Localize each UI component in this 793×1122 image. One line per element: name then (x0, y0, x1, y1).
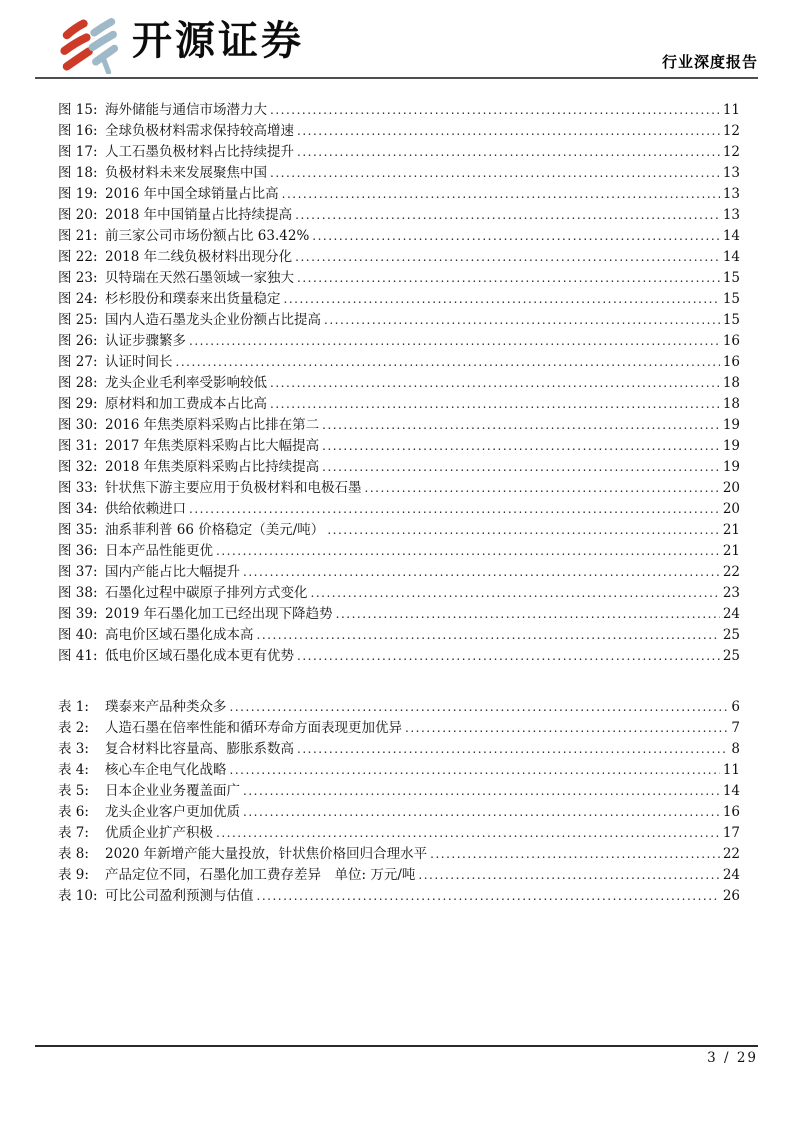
entry-page-number: 14 (722, 249, 740, 265)
entry-page-number: 18 (722, 375, 740, 391)
page-header (0, 0, 793, 79)
entry-label: 图 41: (58, 648, 98, 664)
table-toc-entry[interactable] (58, 844, 740, 865)
figure-toc-entry[interactable] (58, 100, 740, 121)
dot-leader (297, 739, 728, 760)
figure-toc-entry[interactable] (58, 289, 740, 310)
brand-name: 开源证券 (132, 19, 304, 63)
entry-title: 针状焦下游主要应用于负极材料和电极石墨 (105, 480, 362, 496)
dot-leader (257, 886, 720, 907)
dot-leader (189, 331, 720, 352)
entry-page-number: 15 (722, 312, 740, 328)
dot-leader (322, 415, 720, 436)
entry-page-number: 19 (722, 459, 740, 475)
dot-leader (336, 604, 720, 625)
entry-title: 可比公司盈利预测与估值 (105, 888, 254, 904)
tables-toc-list (58, 697, 740, 907)
entry-title: 负极材料未来发展聚焦中国 (105, 165, 267, 181)
entry-page-number: 12 (722, 123, 740, 139)
figure-toc-entry[interactable] (58, 457, 740, 478)
entry-title: 认证步骤繁多 (105, 333, 186, 349)
entry-label: 表 7: (58, 825, 89, 841)
entry-title: 海外储能与通信市场潜力大 (105, 102, 267, 118)
table-toc-entry[interactable] (58, 739, 740, 760)
entry-page-number: 20 (722, 480, 740, 496)
figure-toc-entry[interactable] (58, 352, 740, 373)
entry-page-number: 20 (722, 501, 740, 517)
entry-title: 认证时间长 (105, 354, 173, 370)
figure-toc-entry[interactable] (58, 646, 740, 667)
entry-title: 龙头企业毛利率受影响较低 (105, 375, 267, 391)
entry-label: 图 20: (58, 207, 98, 223)
entry-label: 图 22: (58, 249, 98, 265)
entry-title: 2016 年中国全球销量占比高 (105, 186, 279, 202)
figure-toc-entry[interactable] (58, 310, 740, 331)
dot-leader (327, 520, 720, 541)
entry-title: 国内人造石墨龙头企业份额占比提高 (105, 312, 321, 328)
entry-page-number: 13 (722, 207, 740, 223)
entry-label: 表 2: (58, 720, 89, 736)
figure-toc-entry[interactable] (58, 415, 740, 436)
dot-leader (270, 373, 720, 394)
entry-page-number: 16 (722, 333, 740, 349)
dot-leader (282, 184, 720, 205)
entry-title: 产品定位不同，石墨化加工费存差异 单位: 万元/吨 (105, 867, 416, 883)
entry-label: 表 5: (58, 783, 89, 799)
entry-label: 图 16: (58, 123, 98, 139)
report-type-label: 行业深度报告 (661, 53, 758, 71)
table-toc-entry[interactable] (58, 760, 740, 781)
entry-label: 图 30: (58, 417, 98, 433)
entry-label: 表 3: (58, 741, 89, 757)
entry-page-number: 21 (722, 543, 740, 559)
entry-label: 图 26: (58, 333, 98, 349)
dot-leader (405, 718, 728, 739)
table-toc-entry[interactable] (58, 886, 740, 907)
entry-page-number: 16 (722, 354, 740, 370)
figure-toc-entry[interactable] (58, 331, 740, 352)
dot-leader (311, 583, 720, 604)
dot-leader (322, 457, 720, 478)
dot-leader (230, 760, 720, 781)
entry-page-number: 26 (722, 888, 740, 904)
dot-leader (297, 268, 720, 289)
figure-toc-entry[interactable] (58, 226, 740, 247)
dot-leader (230, 697, 729, 718)
dot-leader (284, 289, 720, 310)
entry-title: 璞泰来产品种类众多 (105, 699, 227, 715)
entry-label: 图 34: (58, 501, 98, 517)
dot-leader (216, 541, 720, 562)
dot-leader (270, 394, 720, 415)
entry-title: 复合材料比容量高、膨胀系数高 (105, 741, 294, 757)
entry-title: 人造石墨在倍率性能和循环寿命方面表现更加优异 (105, 720, 402, 736)
dot-leader (322, 436, 720, 457)
table-toc-entry[interactable] (58, 697, 740, 718)
table-of-contents (58, 100, 740, 907)
dot-leader (243, 781, 720, 802)
entry-title: 2018 年二线负极材料出现分化 (105, 249, 293, 265)
figure-toc-entry[interactable] (58, 625, 740, 646)
entry-title: 优质企业扩产积极 (105, 825, 213, 841)
dot-leader (418, 865, 719, 886)
entry-label: 表 4: (58, 762, 89, 778)
figure-toc-entry[interactable] (58, 499, 740, 520)
entry-label: 图 19: (58, 186, 98, 202)
entry-page-number: 21 (722, 522, 740, 538)
entry-title: 日本企业业务覆盖面广 (105, 783, 240, 799)
entry-label: 图 36: (58, 543, 98, 559)
figure-toc-entry[interactable] (58, 604, 740, 625)
entry-label: 图 28: (58, 375, 98, 391)
entry-title: 2019 年石墨化加工已经出现下降趋势 (105, 606, 333, 622)
entry-label: 图 29: (58, 396, 98, 412)
entry-page-number: 15 (722, 270, 740, 286)
figure-toc-entry[interactable] (58, 184, 740, 205)
entry-label: 图 39: (58, 606, 98, 622)
entry-title: 供给依赖进口 (105, 501, 186, 517)
entry-title: 低电价区域石墨化成本更有优势 (105, 648, 294, 664)
entry-title: 原材料和加工费成本占比高 (105, 396, 267, 412)
entry-page-number: 7 (731, 720, 740, 736)
entry-page-number: 18 (722, 396, 740, 412)
entry-label: 图 38: (58, 585, 98, 601)
entry-label: 图 27: (58, 354, 98, 370)
figure-toc-entry[interactable] (58, 478, 740, 499)
entry-title: 2016 年焦类原料采购占比排在第二 (105, 417, 320, 433)
dot-leader (295, 205, 720, 226)
entry-label: 表 1: (58, 699, 89, 715)
figure-toc-entry[interactable] (58, 205, 740, 226)
entry-page-number: 14 (722, 783, 740, 799)
dot-leader (297, 142, 720, 163)
figure-toc-entry[interactable] (58, 562, 740, 583)
entry-title: 前三家公司市场份额占比 63.42% (105, 228, 310, 244)
figure-toc-entry[interactable] (58, 394, 740, 415)
entry-title: 油系菲利普 66 价格稳定（美元/吨） (105, 522, 325, 538)
table-toc-entry[interactable] (58, 802, 740, 823)
entry-label: 图 15: (58, 102, 98, 118)
dot-leader (312, 226, 720, 247)
figure-toc-entry[interactable] (58, 436, 740, 457)
entry-page-number: 11 (722, 762, 740, 778)
entry-title: 龙头企业客户更加优质 (105, 804, 240, 820)
entry-page-number: 25 (722, 648, 740, 664)
page-footer (35, 1045, 758, 1066)
dot-leader (216, 823, 720, 844)
brand-row (0, 0, 793, 74)
entry-page-number: 22 (722, 564, 740, 580)
figure-toc-entry[interactable] (58, 142, 740, 163)
entry-label: 图 33: (58, 480, 98, 496)
entry-page-number: 16 (722, 804, 740, 820)
figures-toc-list (58, 100, 740, 667)
entry-title: 高电价区域石墨化成本高 (105, 627, 254, 643)
entry-page-number: 13 (722, 165, 740, 181)
dot-leader (257, 625, 720, 646)
entry-label: 表 8: (58, 846, 89, 862)
entry-label: 图 21: (58, 228, 98, 244)
entry-page-number: 12 (722, 144, 740, 160)
entry-title: 核心车企电气化战略 (105, 762, 227, 778)
entry-title: 贝特瑞在天然石墨领域一家独大 (105, 270, 294, 286)
dot-leader (297, 646, 720, 667)
entry-title: 2018 年中国销量占比持续提高 (105, 207, 293, 223)
dot-leader (324, 310, 720, 331)
kaiyuan-securities-logo (58, 16, 304, 74)
table-toc-entry[interactable] (58, 781, 740, 802)
entry-page-number: 6 (731, 699, 740, 715)
figure-toc-entry[interactable] (58, 541, 740, 562)
entry-page-number: 14 (722, 228, 740, 244)
entry-title: 日本产品性能更优 (105, 543, 213, 559)
entry-label: 表 9: (58, 867, 89, 883)
entry-label: 图 17: (58, 144, 98, 160)
entry-page-number: 11 (722, 102, 740, 118)
table-toc-entry[interactable] (58, 865, 740, 886)
entry-page-number: 19 (722, 438, 740, 454)
dot-leader (430, 844, 720, 865)
entry-page-number: 24 (722, 867, 740, 883)
dot-leader (176, 352, 720, 373)
entry-title: 石墨化过程中碳原子排列方式变化 (105, 585, 308, 601)
entry-label: 图 32: (58, 459, 98, 475)
figure-toc-entry[interactable] (58, 247, 740, 268)
table-toc-entry[interactable] (58, 823, 740, 844)
figure-toc-entry[interactable] (58, 583, 740, 604)
dot-leader (297, 121, 720, 142)
entry-title: 2018 年焦类原料采购占比持续提高 (105, 459, 320, 475)
entry-page-number: 8 (731, 741, 740, 757)
dot-leader (189, 499, 720, 520)
page-indicator: 3 / 29 (707, 1050, 758, 1066)
dot-leader (270, 163, 720, 184)
entry-title: 杉杉股份和璞泰来出货量稳定 (105, 291, 281, 307)
figure-toc-entry[interactable] (58, 268, 740, 289)
entry-label: 图 24: (58, 291, 98, 307)
entry-title: 2017 年焦类原料采购占比大幅提高 (105, 438, 320, 454)
entry-page-number: 13 (722, 186, 740, 202)
entry-page-number: 19 (722, 417, 740, 433)
dot-leader (243, 562, 720, 583)
entry-label: 图 37: (58, 564, 98, 580)
dot-leader (365, 478, 720, 499)
entry-page-number: 23 (722, 585, 740, 601)
header-divider (35, 77, 758, 79)
entry-label: 图 40: (58, 627, 98, 643)
entry-label: 图 35: (58, 522, 98, 538)
entry-title: 2020 年新增产能大量投放，针状焦价格回归合理水平 (105, 846, 428, 862)
entry-title: 人工石墨负极材料占比持续提升 (105, 144, 294, 160)
logo-mark-icon (58, 16, 122, 74)
table-toc-entry[interactable] (58, 718, 740, 739)
entry-page-number: 24 (722, 606, 740, 622)
entry-page-number: 15 (722, 291, 740, 307)
entry-label: 表 10: (58, 888, 98, 904)
entry-title: 国内产能占比大幅提升 (105, 564, 240, 580)
entry-page-number: 22 (722, 846, 740, 862)
entry-title: 全球负极材料需求保持较高增速 (105, 123, 294, 139)
entry-page-number: 17 (722, 825, 740, 841)
entry-label: 图 25: (58, 312, 98, 328)
entry-label: 表 6: (58, 804, 89, 820)
entry-label: 图 23: (58, 270, 98, 286)
dot-leader (295, 247, 720, 268)
figure-toc-entry[interactable] (58, 121, 740, 142)
entry-label: 图 18: (58, 165, 98, 181)
dot-leader (243, 802, 720, 823)
figure-toc-entry[interactable] (58, 373, 740, 394)
dot-leader (270, 100, 720, 121)
entry-label: 图 31: (58, 438, 98, 454)
entry-page-number: 25 (722, 627, 740, 643)
figure-toc-entry[interactable] (58, 520, 740, 541)
figure-toc-entry[interactable] (58, 163, 740, 184)
